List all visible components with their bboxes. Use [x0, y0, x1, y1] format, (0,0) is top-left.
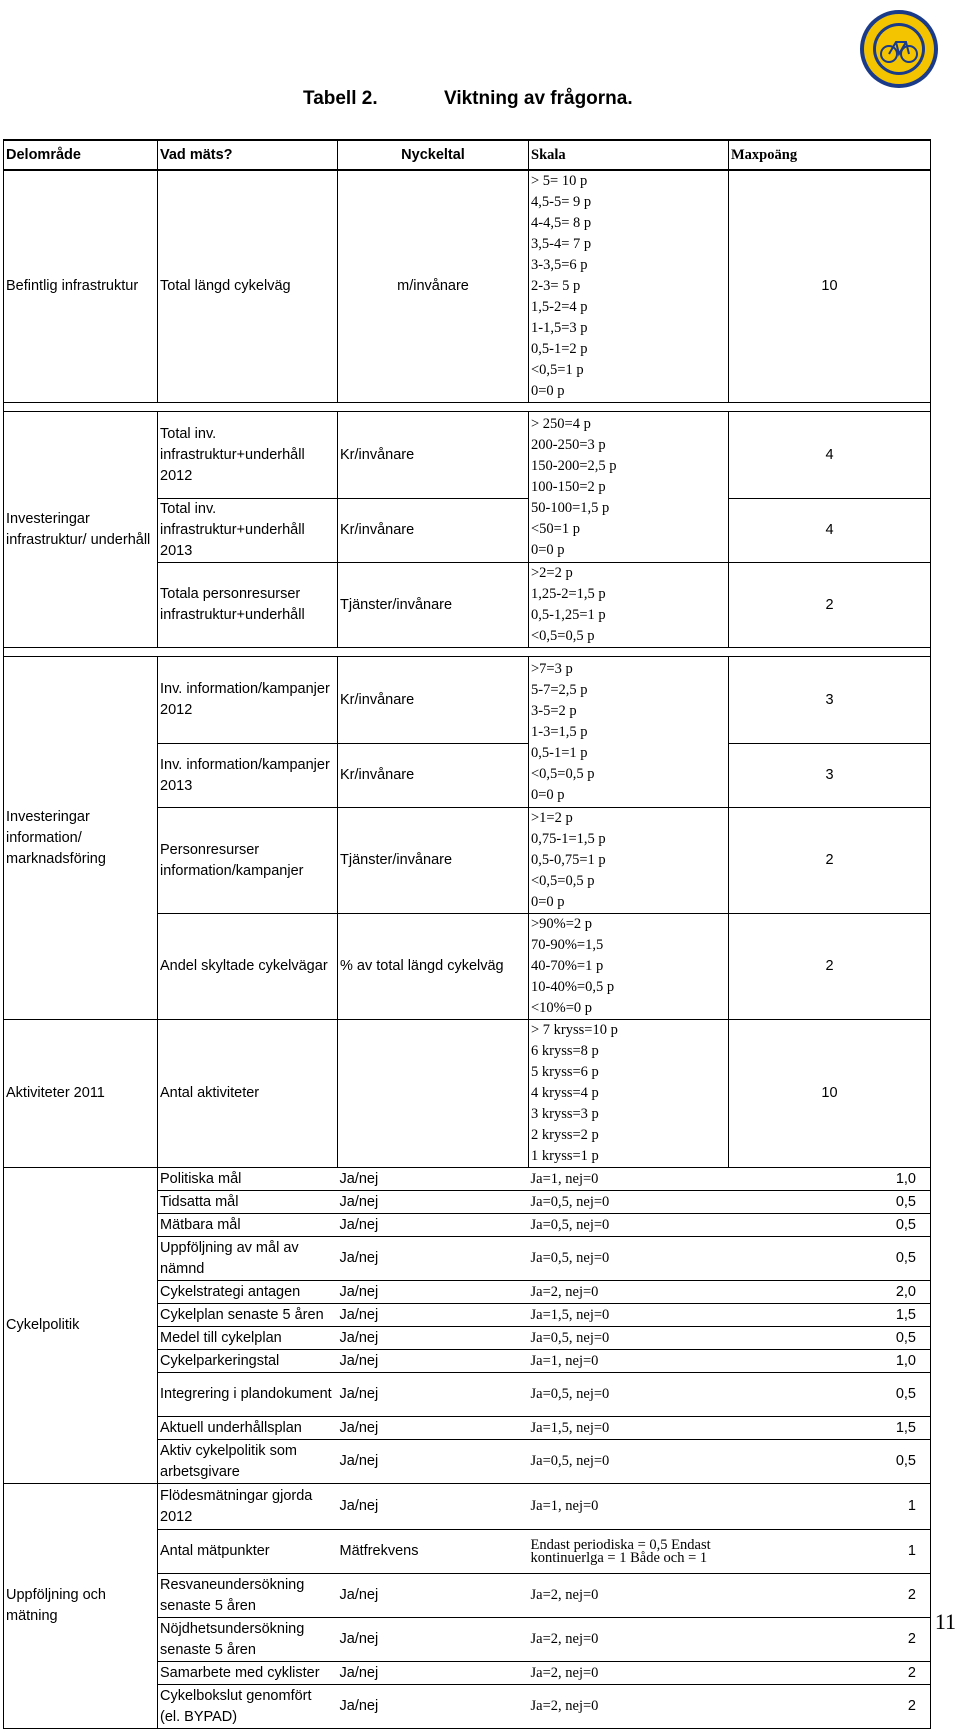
- max-cell: 3: [729, 744, 931, 808]
- what-cell: Cykelbokslut genomfört (el. BYPAD): [158, 1685, 338, 1729]
- max-cell: 2: [729, 914, 931, 1020]
- key-cell: Ja/nej: [338, 1237, 529, 1281]
- what-cell: Flödesmätningar gjorda 2012: [158, 1484, 338, 1530]
- scale-cell: >2=2 p 1,25-2=1,5 p 0,5-1,25=1 p <0,5=0,5 p: [529, 563, 729, 648]
- key-cell: Ja/nej: [338, 1168, 529, 1191]
- area-cell: Aktiviteter 2011: [4, 1020, 158, 1168]
- scale-cell: Ja=2, nej=0: [529, 1662, 729, 1685]
- max-cell: 0,5: [729, 1214, 931, 1237]
- scale-cell: >7=3 p 5-7=2,5 p 3-5=2 p 1-3=1,5 p 0,5-1=1 p <0,5=0,5 p 0=0 p: [529, 657, 729, 808]
- key-cell: Ja/nej: [338, 1304, 529, 1327]
- what-cell: Cykelparkeringstal: [158, 1350, 338, 1373]
- scale-cell: Ja=1, nej=0: [529, 1168, 729, 1191]
- scale-cell: >1=2 p 0,75-1=1,5 p 0,5-0,75=1 p <0,5=0,5 p 0=0 p: [529, 808, 729, 914]
- scale-cell: Ja=2, nej=0: [529, 1574, 729, 1618]
- key-cell: Ja/nej: [338, 1191, 529, 1214]
- what-cell: Personresurser information/kampanjer: [158, 808, 338, 914]
- header-row: [4, 140, 931, 170]
- what-cell: Inv. information/kampanjer 2012: [158, 657, 338, 744]
- max-cell: 2: [729, 1618, 931, 1662]
- key-cell: Ja/nej: [338, 1484, 529, 1530]
- what-cell: Antal mätpunkter: [158, 1530, 338, 1574]
- scale-cell: Ja=0,5, nej=0: [529, 1440, 729, 1484]
- what-cell: Cykelstrategi antagen: [158, 1281, 338, 1304]
- scale-cell: Ja=1, nej=0: [529, 1484, 729, 1530]
- key-cell: Ja/nej: [338, 1214, 529, 1237]
- key-cell: Ja/nej: [338, 1685, 529, 1729]
- what-cell: Resvaneundersökning senaste 5 åren: [158, 1574, 338, 1618]
- area-cell: Befintlig infrastruktur: [4, 170, 158, 403]
- area-cell: Investeringar infrastruktur/ underhåll: [4, 412, 158, 648]
- scale-cell: Ja=0,5, nej=0: [529, 1373, 729, 1417]
- max-cell: 1,5: [729, 1417, 931, 1440]
- what-cell: Nöjdhetsundersökning senaste 5 åren: [158, 1618, 338, 1662]
- table-row: [4, 1020, 931, 1168]
- scale-cell: Ja=1, nej=0: [529, 1350, 729, 1373]
- table-row: [4, 170, 931, 403]
- what-cell: Samarbete med cyklister: [158, 1662, 338, 1685]
- scale-cell: Ja=2, nej=0: [529, 1685, 729, 1729]
- scale-cell: Ja=0,5, nej=0: [529, 1327, 729, 1350]
- max-cell: 0,5: [729, 1440, 931, 1484]
- area-cell: Investeringar information/ marknadsföring: [4, 657, 158, 1020]
- scale-cell: Ja=2, nej=0: [529, 1618, 729, 1662]
- max-cell: 0,5: [729, 1373, 931, 1417]
- weighting-table: [3, 139, 931, 1729]
- what-cell: Total inv. infrastruktur+underhåll 2013: [158, 499, 338, 563]
- key-cell: Ja/nej: [338, 1281, 529, 1304]
- what-cell: Aktuell underhållsplan: [158, 1417, 338, 1440]
- max-cell: 1,0: [729, 1168, 931, 1191]
- max-cell: 0,5: [729, 1237, 931, 1281]
- table-title: [0, 88, 960, 118]
- max-cell: 4: [729, 499, 931, 563]
- key-cell: Ja/nej: [338, 1417, 529, 1440]
- key-cell: Kr/invånare: [338, 412, 529, 499]
- key-cell: Tjänster/invånare: [338, 808, 529, 914]
- max-cell: 2: [729, 563, 931, 648]
- key-cell: Kr/invånare: [338, 744, 529, 808]
- max-cell: 0,5: [729, 1327, 931, 1350]
- table-caption: Viktning av frågorna.: [444, 88, 633, 109]
- scale-cell: Ja=0,5, nej=0: [529, 1191, 729, 1214]
- scale-cell: > 5= 10 p 4,5-5= 9 p 4-4,5= 8 p 3,5-4= 7 p 3-3,5=6 p 2-3= 5 p 1,5-2=4 p 1-1,5=3 p 0,5-1=2 p <0,5=1 p 0=0 p: [529, 170, 729, 403]
- max-cell: 1,0: [729, 1350, 931, 1373]
- what-cell: Total inv. infrastruktur+underhåll 2012: [158, 412, 338, 499]
- area-cell: Uppföljning och mätning: [4, 1484, 158, 1729]
- table-row: [4, 412, 931, 499]
- col-header-key: Nyckeltal: [338, 140, 529, 170]
- what-cell: Total längd cykelväg: [158, 170, 338, 403]
- what-cell: Aktiv cykelpolitik som arbetsgivare: [158, 1440, 338, 1484]
- what-cell: Inv. information/kampanjer 2013: [158, 744, 338, 808]
- max-cell: 3: [729, 657, 931, 744]
- col-header-what: Vad mäts?: [158, 140, 338, 170]
- what-cell: Totala personresurser infrastruktur+underhåll: [158, 563, 338, 648]
- key-cell: Kr/invånare: [338, 499, 529, 563]
- what-cell: Tidsatta mål: [158, 1191, 338, 1214]
- col-header-scale: Skala: [529, 140, 729, 170]
- scale-cell: >90%=2 p 70-90%=1,5 40-70%=1 p 10-40%=0,5 p <10%=0 p: [529, 914, 729, 1020]
- key-cell: Ja/nej: [338, 1327, 529, 1350]
- key-cell: Mätfrekvens: [338, 1530, 529, 1574]
- what-cell: Politiska mål: [158, 1168, 338, 1191]
- max-cell: 10: [729, 1020, 931, 1168]
- table-row: [4, 1484, 931, 1530]
- max-cell: 1: [729, 1484, 931, 1530]
- key-cell: % av total längd cykelväg: [338, 914, 529, 1020]
- max-cell: 2: [729, 1574, 931, 1618]
- key-cell: [338, 1020, 529, 1168]
- col-header-max: Maxpoäng: [729, 140, 931, 170]
- scale-cell: Ja=1,5, nej=0: [529, 1417, 729, 1440]
- what-cell: Mätbara mål: [158, 1214, 338, 1237]
- scale-cell: Ja=1,5, nej=0: [529, 1304, 729, 1327]
- key-cell: m/invånare: [338, 170, 529, 403]
- max-cell: 2,0: [729, 1281, 931, 1304]
- scale-cell: > 250=4 p 200-250=3 p 150-200=2,5 p 100-150=2 p 50-100=1,5 p <50=1 p 0=0 p: [529, 412, 729, 563]
- key-cell: Ja/nej: [338, 1618, 529, 1662]
- table-row: [4, 1168, 931, 1191]
- what-cell: Cykelplan senaste 5 åren: [158, 1304, 338, 1327]
- key-cell: Ja/nej: [338, 1373, 529, 1417]
- what-cell: Andel skyltade cykelvägar: [158, 914, 338, 1020]
- max-cell: 0,5: [729, 1191, 931, 1214]
- scale-cell: Ja=0,5, nej=0: [529, 1237, 729, 1281]
- table-row: [4, 657, 931, 744]
- scale-cell: > 7 kryss=10 p 6 kryss=8 p 5 kryss=6 p 4 kryss=4 p 3 kryss=3 p 2 kryss=2 p 1 kryss=1 p: [529, 1020, 729, 1168]
- key-cell: Ja/nej: [338, 1350, 529, 1373]
- col-header-area: Delområde: [4, 140, 158, 170]
- max-cell: 2: [729, 1662, 931, 1685]
- key-cell: Ja/nej: [338, 1574, 529, 1618]
- what-cell: Medel till cykelplan: [158, 1327, 338, 1350]
- cykelframjandet-logo: [858, 8, 940, 90]
- table-number: Tabell 2.: [303, 88, 378, 109]
- what-cell: Antal aktiviteter: [158, 1020, 338, 1168]
- key-cell: Ja/nej: [338, 1662, 529, 1685]
- area-cell: Cykelpolitik: [4, 1168, 158, 1484]
- what-cell: Integrering i plandokument: [158, 1373, 338, 1417]
- max-cell: 2: [729, 808, 931, 914]
- key-cell: Kr/invånare: [338, 657, 529, 744]
- max-cell: 10: [729, 170, 931, 403]
- max-cell: 4: [729, 412, 931, 499]
- what-cell: Uppföljning av mål av nämnd: [158, 1237, 338, 1281]
- max-cell: 1,5: [729, 1304, 931, 1327]
- scale-cell: Ja=2, nej=0: [529, 1281, 729, 1304]
- scale-cell: Ja=0,5, nej=0: [529, 1214, 729, 1237]
- scale-cell: Endast periodiska = 0,5 Endast kontinuerlga = 1 Både och = 1: [529, 1530, 729, 1574]
- page-number: 11: [934, 1609, 956, 1634]
- key-cell: Tjänster/invånare: [338, 563, 529, 648]
- max-cell: 1: [729, 1530, 931, 1574]
- max-cell: 2: [729, 1685, 931, 1729]
- key-cell: Ja/nej: [338, 1440, 529, 1484]
